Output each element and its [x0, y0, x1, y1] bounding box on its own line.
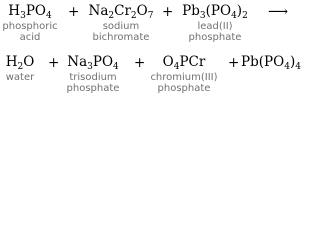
reactant-name: lead(II) phosphate — [188, 21, 242, 43]
reactant-formula: $Na_2Cr_2O_7$ — [88, 3, 154, 21]
reactant-formula: $Pb_3(PO_4)_2$ — [182, 3, 248, 21]
plus-sign: + — [134, 55, 146, 71]
reactant-name: phosphoric acid — [2, 21, 58, 43]
products-row — [0, 51, 306, 101]
product-formula: $Pb(PO_4)_4$ — [241, 54, 301, 72]
product-water — [0, 51, 40, 83]
product-name: trisodium phosphate — [66, 72, 120, 94]
product-name: chromium(III) phosphate — [150, 72, 218, 94]
reactant-formula: $H_3PO_4$ — [8, 3, 52, 21]
product-lead-phosphate — [238, 51, 304, 70]
product-chromium-phosphate — [144, 51, 224, 94]
product-formula: $O_4PCr$ — [162, 54, 206, 72]
reactant-sodium-bichromate — [84, 0, 158, 43]
product-formula: $H_2O$ — [5, 54, 35, 72]
reactants-row — [0, 0, 306, 50]
plus-sign: + — [68, 4, 80, 20]
plus-sign: + — [228, 55, 240, 71]
plus-sign: + — [48, 55, 60, 71]
product-name: water — [5, 72, 35, 83]
product-formula: $Na_3PO_4$ — [67, 54, 119, 72]
plus-sign: + — [162, 4, 174, 20]
product-trisodium-phosphate — [60, 51, 126, 94]
reactant-name: sodium bichromate — [92, 21, 150, 43]
reactant-lead-phosphate — [172, 0, 258, 43]
reactant-phosphoric-acid — [2, 0, 58, 43]
reaction-arrow: ⟶ — [268, 4, 289, 20]
